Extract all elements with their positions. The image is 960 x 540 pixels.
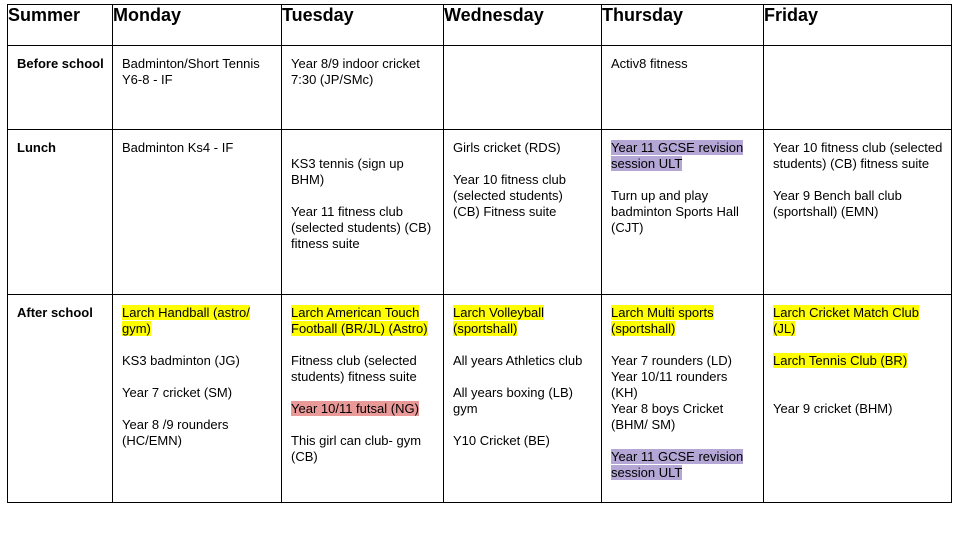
activity-item: Year 10/11 rounders (KH) xyxy=(611,369,728,400)
cell-lunch-friday xyxy=(764,130,952,295)
header-row xyxy=(8,5,952,46)
activity-item: KS3 badminton (JG) xyxy=(122,353,240,368)
activity-item: Turn up and play badminton Sports Hall (CJT) xyxy=(611,188,739,235)
day-header-wednesday: Wednesday xyxy=(444,5,602,46)
activity-item: Year 10 fitness club (selected students) (CB) Fitness suite xyxy=(453,172,566,219)
cell-before-thursday xyxy=(602,46,764,130)
day-header-thursday: Thursday xyxy=(602,5,764,46)
cell-lunch-tuesday xyxy=(282,130,444,295)
cell-after-wednesday xyxy=(444,295,602,503)
row-label-cell xyxy=(8,46,113,130)
activity-item: Year 7 cricket (SM) xyxy=(122,385,233,400)
activity-item: Y10 Cricket (BE) xyxy=(453,433,550,448)
before-school-row xyxy=(8,46,952,130)
row-label-lunch: Lunch xyxy=(17,140,56,155)
highlighted-activity-item: Larch American Touch Football (BR/JL) (Astro) xyxy=(291,305,428,336)
cell-lunch-thursday xyxy=(602,130,764,295)
day-header-tuesday: Tuesday xyxy=(282,5,444,46)
cell-before-tuesday xyxy=(282,46,444,130)
activity-item: Year 8 /9 rounders (HC/EMN) xyxy=(122,417,229,448)
activity-item: Girls cricket (RDS) xyxy=(453,140,561,155)
activity-item: All years Athletics club xyxy=(453,353,583,368)
cell-before-monday xyxy=(113,46,282,130)
highlighted-activity-item: Larch Tennis Club (BR) xyxy=(773,353,908,368)
highlighted-activity-item: Year 10/11 futsal (NG) xyxy=(291,401,419,416)
day-header-monday: Monday xyxy=(113,5,282,46)
highlighted-activity-item: Year 11 GCSE revision session ULT xyxy=(611,140,744,171)
cell-after-friday xyxy=(764,295,952,503)
day-header-friday: Friday xyxy=(764,5,952,46)
cell-after-monday xyxy=(113,295,282,503)
highlighted-activity-item: Larch Handball (astro/ gym) xyxy=(122,305,250,336)
activity-item: KS3 tennis (sign up BHM) xyxy=(291,156,404,187)
lunch-row xyxy=(8,130,952,295)
activity-item: Activ8 fitness xyxy=(611,56,688,71)
activity-item: Badminton/Short Tennis Y6-8 - IF xyxy=(122,56,260,87)
cell-before-wednesday xyxy=(444,46,602,130)
cell-before-friday xyxy=(764,46,952,130)
activity-item: Year 8/9 indoor cricket 7:30 (JP/SMc) xyxy=(291,56,420,87)
cell-after-thursday xyxy=(602,295,764,503)
row-label-cell xyxy=(8,130,113,295)
activity-item: All years boxing (LB) gym xyxy=(453,385,573,416)
season-header: Summer xyxy=(8,5,113,46)
highlighted-activity-item: Larch Volleyball (sportshall) xyxy=(453,305,545,336)
activity-item: This girl can club- gym (CB) xyxy=(291,433,422,464)
activity-item: Year 8 boys Cricket (BHM/ SM) xyxy=(611,401,724,432)
cell-after-tuesday xyxy=(282,295,444,503)
highlighted-activity-item: Larch Cricket Match Club (JL) xyxy=(773,305,919,336)
after-school-row xyxy=(8,295,952,503)
timetable xyxy=(7,4,952,503)
activity-item: Year 9 cricket (BHM) xyxy=(773,401,893,416)
row-label-before-school: Before school xyxy=(17,56,104,71)
activity-item: Year 7 rounders (LD) xyxy=(611,353,732,368)
activity-item: Year 9 Bench ball club (sportshall) (EMN) xyxy=(773,188,902,219)
activity-item: Badminton Ks4 - IF xyxy=(122,140,234,155)
row-label-cell xyxy=(8,295,113,503)
row-label-after-school: After school xyxy=(17,305,93,320)
activity-item: Fitness club (selected students) fitness suite xyxy=(291,353,417,384)
highlighted-activity-item: Larch Multi sports (sportshall) xyxy=(611,305,714,336)
cell-lunch-monday xyxy=(113,130,282,295)
cell-lunch-wednesday xyxy=(444,130,602,295)
activity-item: Year 11 fitness club (selected students) (CB) fitness suite xyxy=(291,204,432,251)
highlighted-activity-item: Year 11 GCSE revision session ULT xyxy=(611,449,744,480)
activity-item: Year 10 fitness club (selected students) (CB) fitness suite xyxy=(773,140,943,171)
